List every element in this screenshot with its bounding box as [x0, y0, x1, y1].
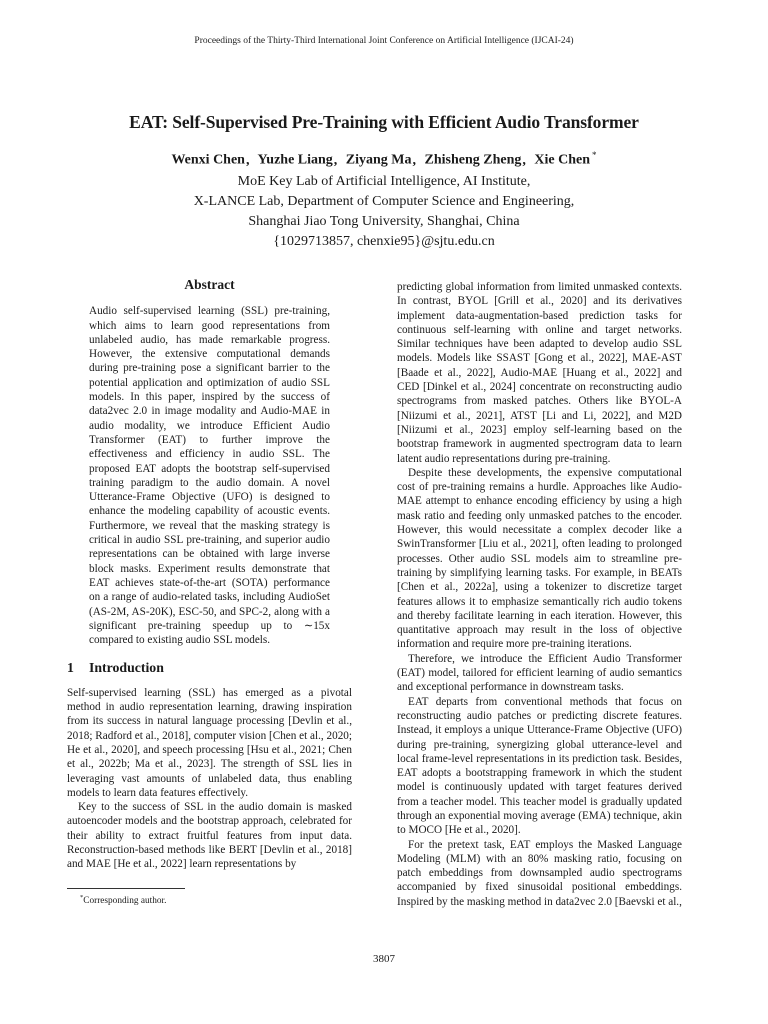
body-paragraph: Therefore, we introduce the Efficient Audio Transformer (EAT) model, tailored for efficient learning of audio semantics and exceptional performance in downstream tasks. — [397, 652, 682, 694]
author-emails: {1029713857, chenxie95}@sjtu.edu.cn — [273, 234, 495, 249]
author-name: Xie Chen — [534, 152, 591, 168]
abstract-heading: Abstract — [184, 277, 235, 292]
abstract-text: Audio self-supervised learning (SSL) pre-training, which aims to learn good representations from unlabeled audio, has made remarkable progress. However, the extensive computational demands during pre-training pose a significant barrier to the potential application and optimization of audio SSL models. In this paper, inspired by the success of data2vec 2.0 in image modality and Audio-MAE in audio modality, we introduce Efficient Audio Transformer (EAT) to further improve the effectiveness and efficiency in audio SSL. The proposed EAT adopts the bootstrap self-supervised training paradigm to the audio domain. A novel Utterance-Frame Objective (UFO) is designed to enhance the modeling capability of acoustic events. Furthermore, we reveal that the masking strategy is critical in audio SSL pre-training, and superior audio representations can be obtained with large inverse block masks. Experiment results demonstrate that EAT achieves state-of-the-art (SOTA) performance on a range of audio-related tasks, including AudioSet (AS-2M, AS-20K), ESC-50, and SPC-2, along with a significant pre-training speedup up to ∼15x compared to existing audio SSL models. — [89, 305, 330, 647]
body-paragraph: Despite these developments, the expensive computational cost of pre-training remains a hurdle. Approaches like Audio-MAE attempt to enhance encoding efficiency by using a high mask ratio and feeding only unmasked patches to the encoder. However, this would necessitate a complex decoder like a SwinTransformer [Liu et al., 2021], often leading to prolonged processes. Other audio SSL models aim to streamline pre-training by simplifying learning tasks. For example, in BEATs [Chen et al., 2022a], using a tokenizer to discretize target features allows it to emphasize semantically rich audio tokens and thereby facilitate learning in each iteration. However, this quantitative approach may result in the loss of objective information and require more pre-training iterations. — [397, 466, 682, 651]
footnote — [80, 894, 166, 906]
affiliation-block — [0, 172, 768, 252]
running-header: Proceedings of the Thirty-Third International Joint Conference on Artificial Intelligence (IJCAI-24) — [194, 36, 574, 46]
body-paragraph: Key to the success of SSL in the audio domain is masked autoencoder models and the bootstrap approach, celebrated for their ability to extract fruitful features from input data. Reconstruction-based methods like BERT [Devlin et al., 2018] and MAE [He et al., 2022] learn representations by — [67, 801, 352, 871]
author-name: Yuzhe Liang — [257, 152, 333, 168]
footnote-mark: * — [80, 894, 84, 901]
author-name: Zhisheng Zheng — [424, 152, 522, 168]
footnote-text: Corresponding author. — [83, 896, 167, 907]
section-heading — [67, 661, 352, 675]
footnote-divider — [67, 888, 185, 889]
affiliation-line: MoE Key Lab of Artificial Intelligence, AI Institute, — [237, 174, 531, 189]
corresponding-author-mark: * — [592, 150, 597, 160]
paper-title: EAT: Self-Supervised Pre-Training with Efficient Audio Transformer — [129, 112, 639, 132]
body-paragraph: predicting global information from limited unmasked contexts. In contrast, BYOL [Grill et al., 2020] and its derivatives implement data-augmentation-based prediction tasks for continuous self-learning with online and target networks. Similar techniques have been adapted to develop audio SSL models. Models like SSAST [Gong et al., 2022], MAE-AST [Baade et al., 2022], Audio-MAE [Huang et al., 2022] and CED [Dinkel et al., 2024] concentrate on reconstructing audio spectrograms from masked patches. Others like BYOL-A [Niizumi et al., 2021], ATST [Li and Li, 2022], and M2D [Niizumi et al., 2023] employ self-learning based on the bootstrap framework in augmented spectrogram data to learn latent audio representations during pre-training. — [397, 281, 682, 465]
affiliation-line: Shanghai Jiao Tong University, Shanghai, China — [248, 214, 520, 229]
affiliation-line: X-LANCE Lab, Department of Computer Science and Engineering, — [193, 194, 575, 209]
body-paragraph: For the pretext task, EAT employs the Masked Language Modeling (MLM) with an 80% masking ratio, focusing on patch embeddings from downsampled audio spectrograms accompanied by fixed sinusoidal positional embeddings. Inspired by the masking method in data2vec 2.0 [Baevski et al., — [397, 838, 682, 908]
body-paragraph: Self-supervised learning (SSL) has emerged as a pivotal method in audio representation learning, drawing inspiration from its success in natural language processing [Devlin et al., 2018; Radford et al., 2018], computer vision [Chen et al., 2020; He et al., 2020], and speech processing [Hsu et al., 2021; Chen et al., 2022b; Ma et al., 2023]. The strength of SSL lies in leveraging vast amounts of unlabeled data, thus enabling models to learn data features effectively. — [67, 686, 352, 799]
author-name: Wenxi Chen — [171, 152, 245, 168]
section-title: Introduction — [89, 660, 164, 676]
section-number: 1 — [67, 660, 74, 676]
author-list: Wenxi Chen, Yuzhe Liang, Ziyang Ma, Zhisheng Zheng, Xie Chen * — [171, 150, 597, 168]
author-name: Ziyang Ma — [345, 152, 412, 168]
page-number: 3807 — [373, 953, 395, 965]
body-paragraph: EAT departs from conventional methods that focus on reconstructing audio patches or predicting discrete features. Instead, it employs a unique Utterance-Frame Objective (UFO) during pre-training, synergizing global utterance-level and local frame-level representations in its prediction task. Besides, EAT adopts a bootstrapping framework in which the student model is continuously updated with target features derived from a teacher model. This teacher model is gradually updated through an exponential moving average (EMA) technique, akin to MOCO [He et al., 2020]. — [397, 695, 682, 837]
right-column — [397, 280, 682, 909]
left-column — [67, 278, 352, 872]
